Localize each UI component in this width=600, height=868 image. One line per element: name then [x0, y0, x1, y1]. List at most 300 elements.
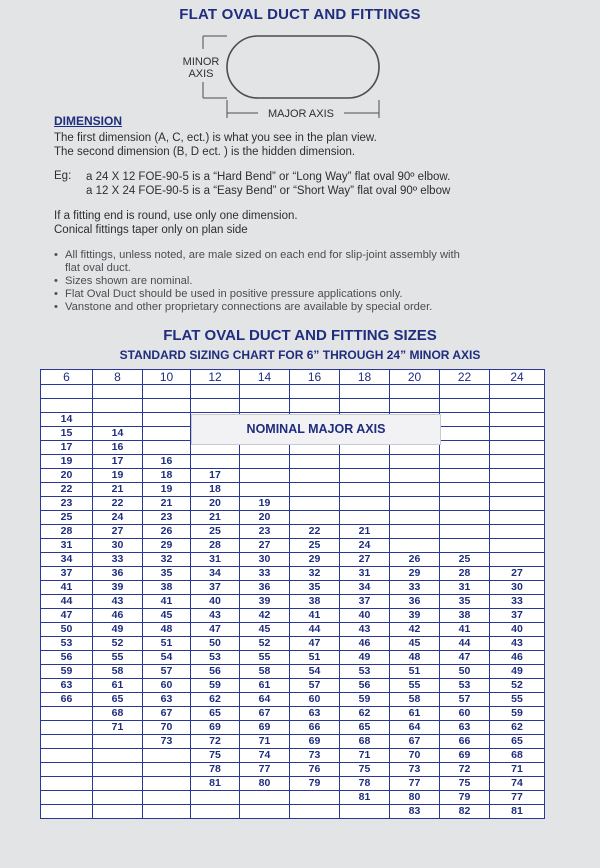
size-cell	[41, 385, 93, 399]
size-cell: 71	[240, 735, 290, 749]
size-cell	[290, 511, 340, 525]
size-cell: 58	[240, 665, 290, 679]
dimension-line-1: The first dimension (A, C, ect.) is what you see in the plan view.	[54, 132, 377, 144]
bullet-icon: •	[54, 288, 58, 300]
size-cell: 56	[191, 665, 240, 679]
size-cell: 29	[390, 567, 440, 581]
size-cell: 30	[93, 539, 143, 553]
size-cell: 71	[93, 721, 143, 735]
size-cell: 23	[41, 497, 93, 511]
size-cell	[93, 777, 143, 791]
size-cell: 22	[41, 483, 93, 497]
size-cell	[490, 399, 545, 413]
size-cell	[240, 483, 290, 497]
size-cell: 58	[93, 665, 143, 679]
size-cell	[440, 441, 490, 455]
size-cell: 22	[93, 497, 143, 511]
table-row	[41, 483, 545, 497]
size-cell: 38	[143, 581, 191, 595]
size-cell: 33	[240, 567, 290, 581]
size-cell	[440, 511, 490, 525]
size-cell: 70	[143, 721, 191, 735]
size-cell: 43	[93, 595, 143, 609]
size-cell: 75	[340, 763, 390, 777]
size-cell: 38	[290, 595, 340, 609]
size-cell: 27	[240, 539, 290, 553]
size-cell: 19	[240, 497, 290, 511]
size-cell: 26	[143, 525, 191, 539]
size-cell: 61	[390, 707, 440, 721]
page-title: FLAT OVAL DUCT AND FITTINGS	[179, 6, 421, 23]
sizes-title: FLAT OVAL DUCT AND FITTING SIZES	[163, 327, 437, 344]
size-cell	[41, 721, 93, 735]
size-cell: 49	[340, 651, 390, 665]
size-cell: 79	[440, 791, 490, 805]
size-cell	[290, 805, 340, 819]
size-cell: 38	[440, 609, 490, 623]
bullet-icon: •	[54, 275, 58, 287]
size-cell	[93, 805, 143, 819]
flat-oval-diagram	[170, 30, 400, 124]
size-cell: 33	[93, 553, 143, 567]
size-cell: 37	[340, 595, 390, 609]
size-cell: 56	[340, 679, 390, 693]
size-cell: 31	[191, 553, 240, 567]
note-item-continued: flat oval duct.	[65, 262, 131, 274]
size-cell: 14	[93, 427, 143, 441]
minor-axis-header: 24	[490, 370, 545, 385]
size-cell	[490, 455, 545, 469]
size-cell: 60	[290, 693, 340, 707]
sizes-subtitle: STANDARD SIZING CHART FOR 6” THROUGH 24” MINOR AXIS	[119, 348, 481, 362]
size-cell	[191, 805, 240, 819]
size-cell: 59	[191, 679, 240, 693]
size-cell: 23	[240, 525, 290, 539]
minor-axis-header: 8	[93, 370, 143, 385]
size-cell: 25	[41, 511, 93, 525]
size-cell: 27	[340, 553, 390, 567]
size-cell	[93, 763, 143, 777]
note-item: • All fittings, unless noted, are male sized on each end for slip-joint assembly with	[54, 249, 460, 261]
size-cell: 69	[290, 735, 340, 749]
size-cell: 65	[490, 735, 545, 749]
size-cell	[440, 413, 490, 427]
minor-axis-header: 6	[41, 370, 93, 385]
size-cell: 68	[93, 707, 143, 721]
size-cell: 77	[240, 763, 290, 777]
size-cell: 60	[440, 707, 490, 721]
size-cell: 17	[41, 441, 93, 455]
size-cell: 63	[41, 679, 93, 693]
size-cell: 35	[143, 567, 191, 581]
size-cell	[143, 399, 191, 413]
size-cell: 39	[240, 595, 290, 609]
table-row	[41, 763, 545, 777]
size-cell: 25	[191, 525, 240, 539]
size-cell: 63	[143, 693, 191, 707]
size-cell: 79	[290, 777, 340, 791]
size-cell	[93, 791, 143, 805]
example-line-2: a 12 X 24 FOE-90-5 is a “Easy Bend” or “Short Way” flat oval 90º elbow	[86, 185, 451, 197]
size-cell: 46	[93, 609, 143, 623]
size-cell	[240, 399, 290, 413]
size-cell: 78	[191, 763, 240, 777]
size-cell	[390, 483, 440, 497]
size-cell: 35	[440, 595, 490, 609]
size-cell: 69	[440, 749, 490, 763]
size-cell: 76	[290, 763, 340, 777]
size-cell: 65	[340, 721, 390, 735]
table-row	[41, 693, 545, 707]
size-cell: 58	[390, 693, 440, 707]
size-cell: 31	[340, 567, 390, 581]
size-cell: 20	[191, 497, 240, 511]
size-cell: 55	[390, 679, 440, 693]
size-cell: 53	[440, 679, 490, 693]
size-cell: 33	[490, 595, 545, 609]
size-cell: 77	[490, 791, 545, 805]
size-cell	[340, 805, 390, 819]
size-cell: 59	[490, 707, 545, 721]
example-line-1: a 24 X 12 FOE-90-5 is a “Hard Bend” or “Long Way” flat oval 90º elbow.	[86, 171, 451, 183]
size-cell: 34	[191, 567, 240, 581]
size-cell	[41, 777, 93, 791]
size-cell: 49	[490, 665, 545, 679]
size-cell	[240, 469, 290, 483]
size-cell: 16	[93, 441, 143, 455]
size-cell: 43	[490, 637, 545, 651]
size-cell: 77	[390, 777, 440, 791]
size-cell	[41, 805, 93, 819]
size-cell: 53	[41, 637, 93, 651]
size-cell: 60	[143, 679, 191, 693]
size-cell: 69	[240, 721, 290, 735]
size-cell	[41, 399, 93, 413]
size-cell: 75	[191, 749, 240, 763]
size-cell: 27	[93, 525, 143, 539]
bullet-icon: •	[54, 301, 58, 313]
size-cell: 37	[490, 609, 545, 623]
size-cell: 24	[93, 511, 143, 525]
size-cell	[390, 525, 440, 539]
size-cell: 45	[143, 609, 191, 623]
size-cell: 53	[340, 665, 390, 679]
size-cell: 48	[143, 623, 191, 637]
size-cell	[191, 791, 240, 805]
size-cell: 56	[41, 651, 93, 665]
size-cell	[240, 791, 290, 805]
size-cell	[490, 385, 545, 399]
table-row	[41, 385, 545, 399]
size-cell: 50	[191, 637, 240, 651]
size-cell: 19	[143, 483, 191, 497]
table-row	[41, 791, 545, 805]
size-cell: 30	[490, 581, 545, 595]
size-cell: 21	[93, 483, 143, 497]
table-row	[41, 735, 545, 749]
table-row	[41, 581, 545, 595]
table-row	[41, 595, 545, 609]
size-cell: 29	[290, 553, 340, 567]
minor-axis-header: 18	[340, 370, 390, 385]
size-cell	[93, 749, 143, 763]
minor-axis-label-2: AXIS	[188, 68, 214, 80]
size-cell: 40	[490, 623, 545, 637]
size-cell: 80	[240, 777, 290, 791]
table-row	[41, 609, 545, 623]
size-cell	[143, 777, 191, 791]
size-cell: 19	[93, 469, 143, 483]
size-cell: 53	[191, 651, 240, 665]
size-cell: 31	[41, 539, 93, 553]
size-cell	[490, 525, 545, 539]
size-cell: 65	[191, 707, 240, 721]
size-cell: 32	[143, 553, 191, 567]
table-row	[41, 707, 545, 721]
size-cell	[93, 735, 143, 749]
size-cell: 81	[340, 791, 390, 805]
size-cell: 70	[390, 749, 440, 763]
size-cell	[240, 805, 290, 819]
size-cell: 52	[490, 679, 545, 693]
size-cell: 64	[240, 693, 290, 707]
size-cell: 66	[290, 721, 340, 735]
size-cell	[143, 441, 191, 455]
size-cell	[440, 483, 490, 497]
size-cell: 23	[143, 511, 191, 525]
size-cell	[390, 511, 440, 525]
size-cell	[340, 469, 390, 483]
size-cell: 37	[41, 567, 93, 581]
size-cell: 64	[390, 721, 440, 735]
round-note-1: If a fitting end is round, use only one dimension.	[54, 210, 298, 222]
size-cell	[440, 539, 490, 553]
size-cell: 80	[390, 791, 440, 805]
size-cell: 74	[490, 777, 545, 791]
size-cell	[390, 399, 440, 413]
size-cell: 18	[191, 483, 240, 497]
size-cell	[340, 399, 390, 413]
size-cell: 18	[143, 469, 191, 483]
size-cell	[440, 469, 490, 483]
size-cell: 24	[340, 539, 390, 553]
size-cell	[143, 749, 191, 763]
note-item: • Vanstone and other proprietary connections are available by special order.	[54, 301, 433, 313]
size-cell	[93, 413, 143, 427]
size-cell: 63	[290, 707, 340, 721]
size-cell: 55	[240, 651, 290, 665]
note-item: • Flat Oval Duct should be used in positive pressure applications only.	[54, 288, 403, 300]
size-cell: 36	[390, 595, 440, 609]
size-cell: 61	[93, 679, 143, 693]
size-cell: 21	[340, 525, 390, 539]
table-row	[41, 511, 545, 525]
size-cell: 82	[440, 805, 490, 819]
size-cell: 46	[490, 651, 545, 665]
size-cell: 83	[390, 805, 440, 819]
size-cell: 41	[41, 581, 93, 595]
size-cell: 43	[340, 623, 390, 637]
size-cell: 51	[390, 665, 440, 679]
size-cell: 30	[240, 553, 290, 567]
size-cell	[143, 805, 191, 819]
size-cell: 62	[490, 721, 545, 735]
dimension-heading: DIMENSION	[54, 114, 123, 128]
size-cell	[41, 707, 93, 721]
table-row	[41, 525, 545, 539]
size-cell	[290, 399, 340, 413]
table-row	[41, 805, 545, 819]
size-cell: 59	[340, 693, 390, 707]
size-cell	[440, 427, 490, 441]
size-cell	[490, 441, 545, 455]
size-cell: 72	[440, 763, 490, 777]
size-cell	[290, 385, 340, 399]
size-cell: 41	[143, 595, 191, 609]
size-cell: 47	[440, 651, 490, 665]
size-cell	[440, 455, 490, 469]
size-cell: 73	[290, 749, 340, 763]
size-cell: 41	[440, 623, 490, 637]
size-cell: 37	[191, 581, 240, 595]
size-cell: 46	[340, 637, 390, 651]
table-row	[41, 497, 545, 511]
size-cell: 57	[440, 693, 490, 707]
size-cell: 47	[41, 609, 93, 623]
size-cell: 54	[290, 665, 340, 679]
size-cell: 44	[290, 623, 340, 637]
size-cell	[41, 763, 93, 777]
size-cell: 63	[440, 721, 490, 735]
size-cell: 16	[143, 455, 191, 469]
size-cell: 36	[93, 567, 143, 581]
size-cell	[340, 455, 390, 469]
size-cell: 32	[290, 567, 340, 581]
size-cell: 27	[490, 567, 545, 581]
size-cell: 41	[290, 609, 340, 623]
size-cell	[390, 469, 440, 483]
minor-axis-label: MINOR	[182, 56, 220, 68]
size-cell: 65	[93, 693, 143, 707]
size-cell: 17	[191, 469, 240, 483]
minor-axis-header: 12	[191, 370, 240, 385]
size-cell: 74	[240, 749, 290, 763]
size-cell: 25	[440, 553, 490, 567]
minor-axis-header: 20	[390, 370, 440, 385]
size-cell: 81	[191, 777, 240, 791]
size-cell: 67	[390, 735, 440, 749]
size-cell	[490, 427, 545, 441]
size-cell: 22	[290, 525, 340, 539]
size-cell: 47	[191, 623, 240, 637]
size-cell: 55	[490, 693, 545, 707]
size-cell: 42	[390, 623, 440, 637]
size-cell: 67	[240, 707, 290, 721]
size-cell: 44	[440, 637, 490, 651]
size-cell: 15	[41, 427, 93, 441]
table-row	[41, 651, 545, 665]
size-cell: 28	[191, 539, 240, 553]
minor-axis-header: 14	[240, 370, 290, 385]
table-row	[41, 553, 545, 567]
size-cell	[41, 791, 93, 805]
size-cell	[41, 749, 93, 763]
size-cell	[490, 469, 545, 483]
size-cell: 55	[93, 651, 143, 665]
size-cell	[390, 455, 440, 469]
size-cell	[240, 385, 290, 399]
size-cell	[390, 385, 440, 399]
size-cell	[143, 427, 191, 441]
size-cell: 57	[143, 665, 191, 679]
size-cell: 20	[240, 511, 290, 525]
size-cell: 28	[41, 525, 93, 539]
size-cell: 20	[41, 469, 93, 483]
size-cell: 39	[93, 581, 143, 595]
major-axis-label: MAJOR AXIS	[267, 108, 335, 120]
size-cell	[490, 483, 545, 497]
size-cell	[290, 469, 340, 483]
size-cell: 75	[440, 777, 490, 791]
size-cell: 73	[143, 735, 191, 749]
size-cell: 45	[240, 623, 290, 637]
size-cell	[143, 385, 191, 399]
size-cell: 17	[93, 455, 143, 469]
size-cell: 35	[290, 581, 340, 595]
size-cell: 49	[93, 623, 143, 637]
size-cell	[191, 455, 240, 469]
size-cell: 72	[191, 735, 240, 749]
size-cell: 62	[191, 693, 240, 707]
size-cell	[490, 511, 545, 525]
size-cell: 66	[41, 693, 93, 707]
size-cell	[41, 735, 93, 749]
size-cell: 33	[390, 581, 440, 595]
size-cell: 45	[390, 637, 440, 651]
size-cell	[440, 525, 490, 539]
size-cell: 14	[41, 413, 93, 427]
size-cell: 59	[41, 665, 93, 679]
table-row	[41, 679, 545, 693]
size-cell: 57	[290, 679, 340, 693]
size-cell	[240, 455, 290, 469]
dimension-line-2: The second dimension (B, D ect. ) is the hidden dimension.	[54, 146, 356, 158]
round-note-2: Conical fittings taper only on plan side	[54, 224, 248, 236]
size-cell: 62	[340, 707, 390, 721]
size-cell	[490, 539, 545, 553]
size-cell	[143, 413, 191, 427]
size-cell: 71	[340, 749, 390, 763]
minor-axis-header-row	[41, 370, 545, 385]
size-cell: 34	[340, 581, 390, 595]
size-cell	[440, 399, 490, 413]
size-cell	[93, 385, 143, 399]
size-cell: 66	[440, 735, 490, 749]
size-cell: 78	[340, 777, 390, 791]
table-row	[41, 469, 545, 483]
size-cell: 73	[390, 763, 440, 777]
table-row	[41, 749, 545, 763]
table-row	[41, 721, 545, 735]
bullet-icon: •	[54, 249, 58, 261]
table-row	[41, 455, 545, 469]
size-cell: 47	[290, 637, 340, 651]
size-cell	[290, 483, 340, 497]
size-cell	[340, 497, 390, 511]
size-cell	[340, 385, 390, 399]
size-cell	[93, 399, 143, 413]
size-cell	[191, 385, 240, 399]
